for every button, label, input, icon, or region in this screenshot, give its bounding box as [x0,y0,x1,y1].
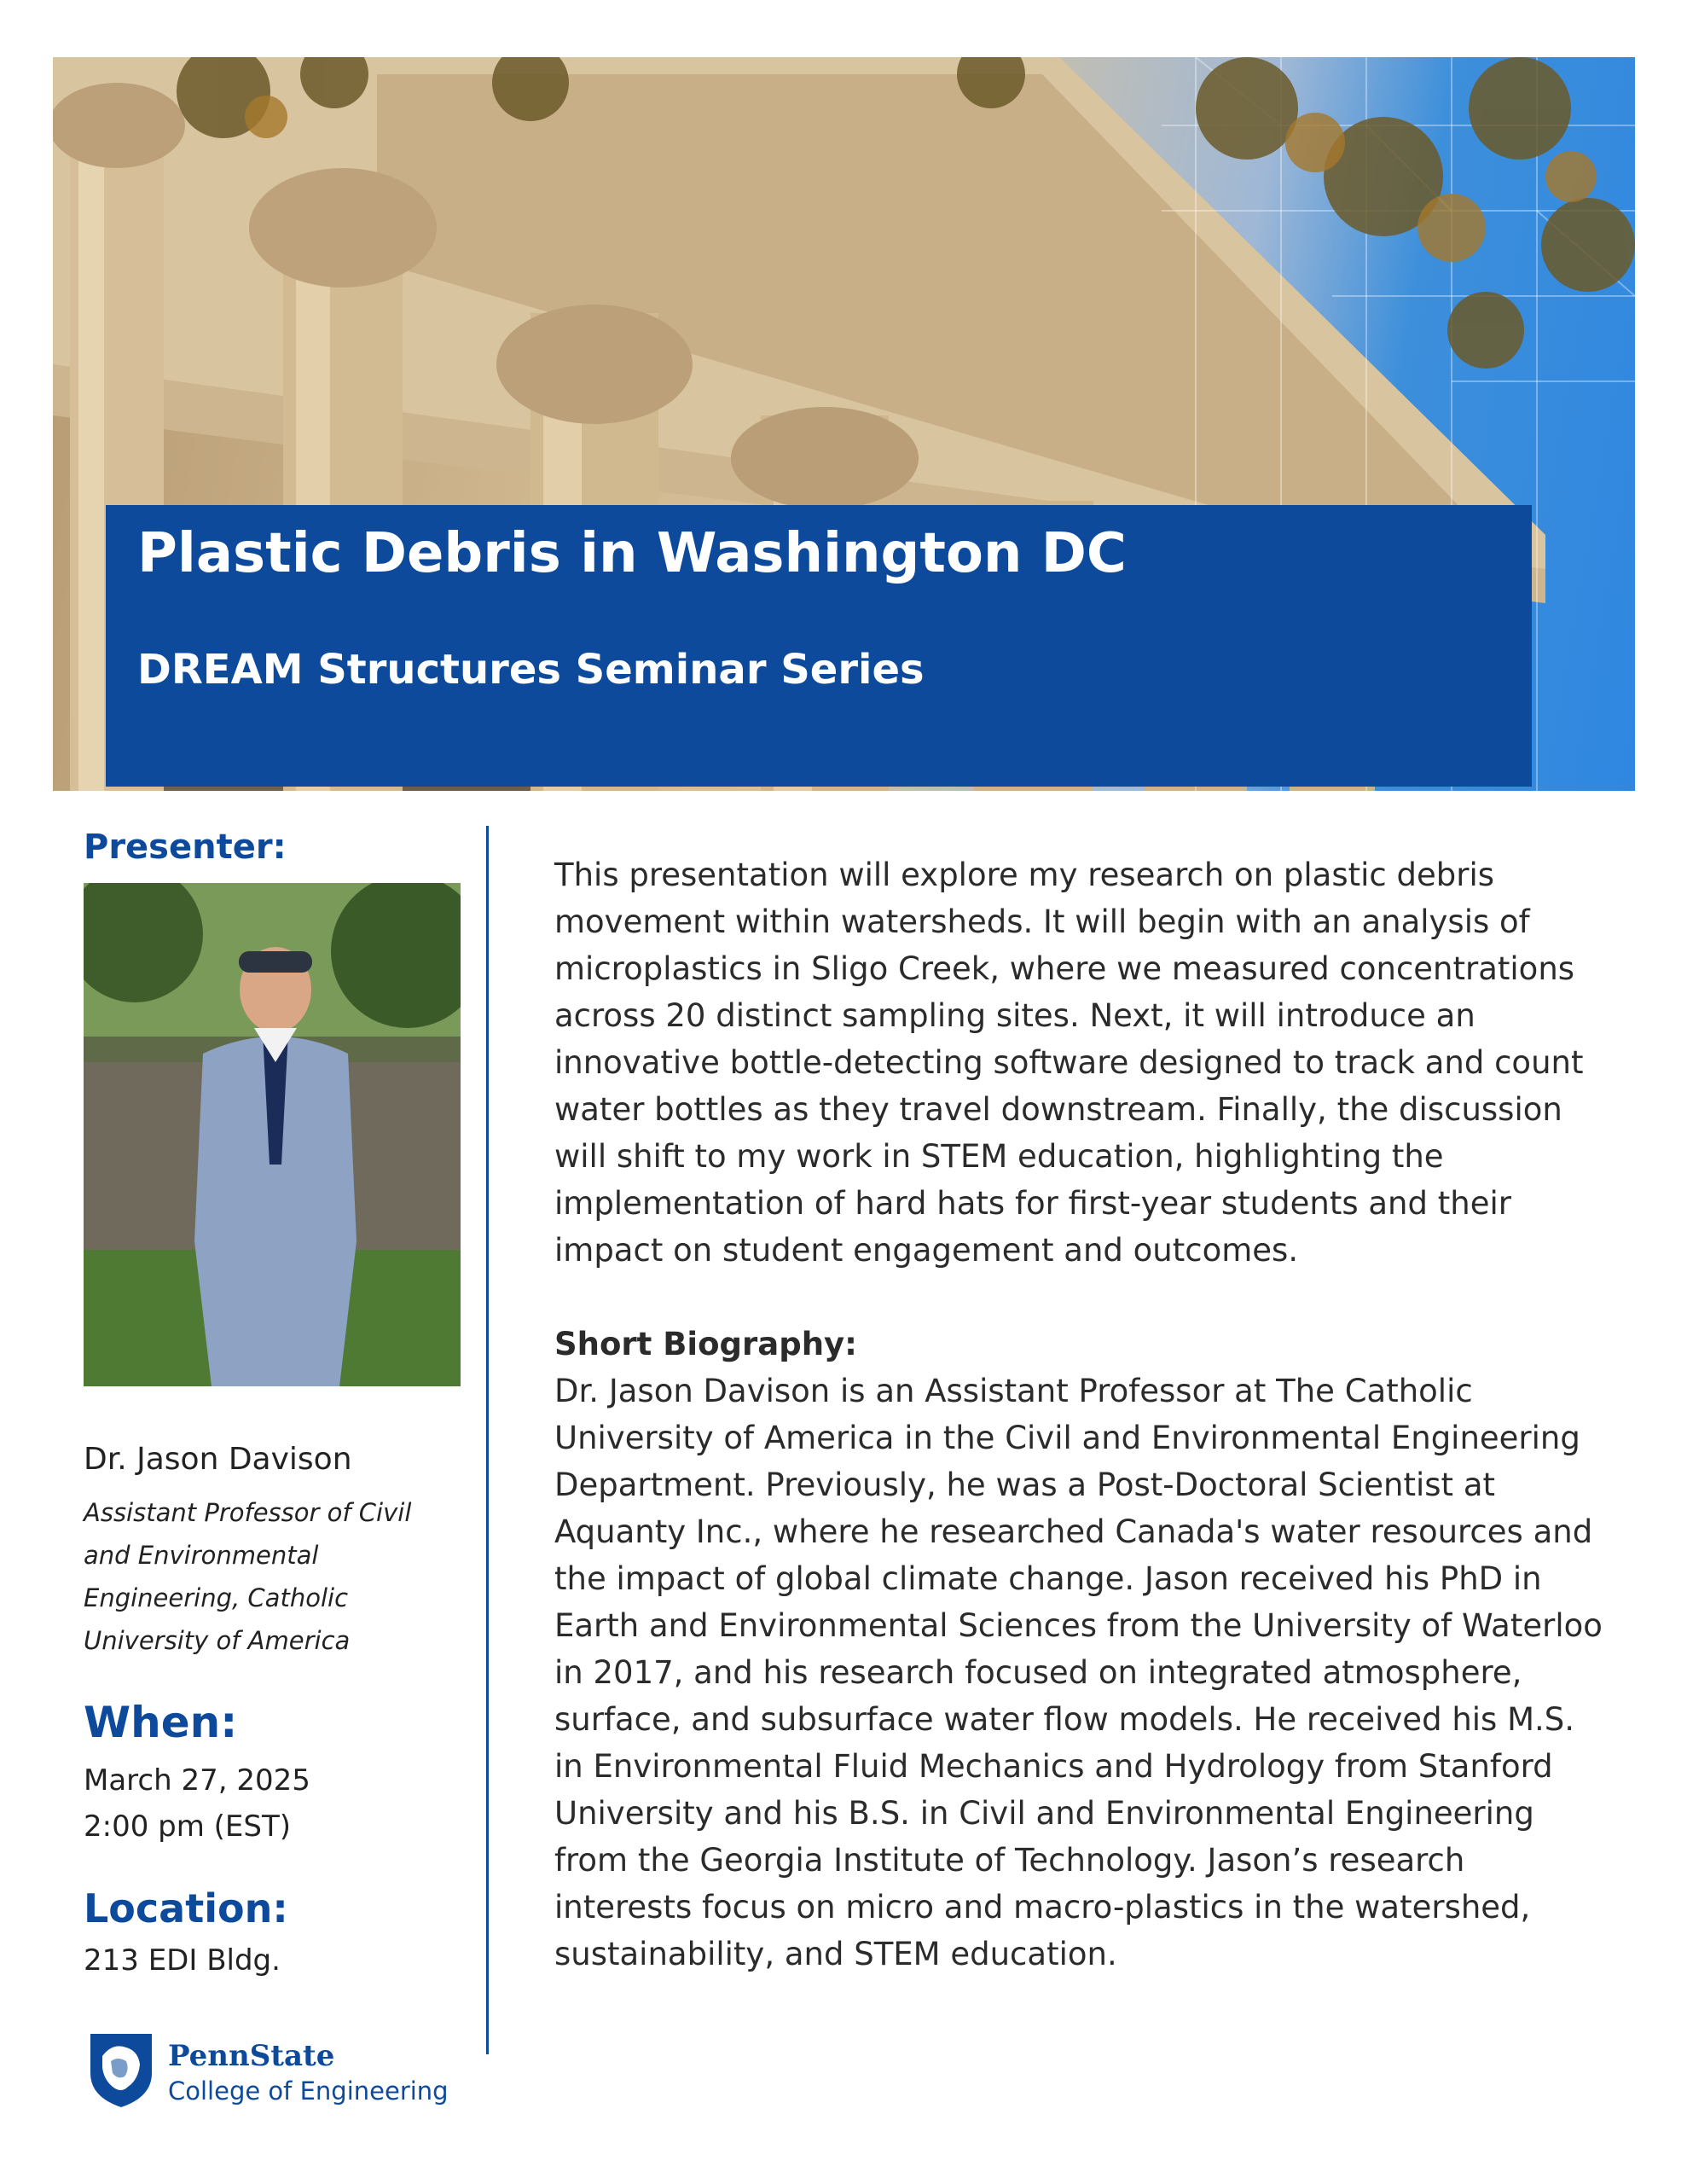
pennstate-logo [87,2030,449,2116]
when-heading: When: [84,1698,238,1747]
nittany-lion-shield-icon [87,2030,155,2109]
when-details [84,1757,310,1850]
logo-university-name: PennState [168,2039,335,2073]
biography-text: Dr. Jason Davison is an Assistant Professor at The Catholic University of America in the Civil and Environmental Engineering Department. Previously, he was a Post-Doctoral Scientist at Aquanty Inc., where he researched Canada's water resources and the impact of global climate change. Jason received his PhD in Earth and Environmental Sciences from the University of Waterloo in 2017, and his research focused on integrated atmosphere, surface, and subsurface water flow models. He received his M.S. in Environmental Fluid Mechanics and Hydrology from Stanford University and his B.S. in Civil and Environmental Engineering from the Georgia Institute of Technology. Jason’s research interests focus on micro and macro-plastics in the watershed, sustainability, and STEM education. [554,1373,1603,1972]
right-column [554,851,1612,1978]
presenter-photo [84,883,461,1386]
column-divider [486,826,489,2054]
presenter-heading: Presenter: [84,828,287,867]
page-title: Plastic Debris in Washington DC [137,522,1127,585]
location-heading: Location: [84,1885,288,1931]
hero-banner [53,57,1635,791]
presenter-name: Dr. Jason Davison [84,1442,352,1477]
left-column [84,828,467,2106]
presenter-photo-image [84,883,461,1386]
event-location: 213 EDI Bldg. [84,1943,281,1978]
event-date: March 27, 2025 [84,1763,310,1798]
abstract-text: This presentation will explore my research on plastic debris movement within watersheds. It will begin with an analysis of microplastics in Sligo Creek, where we measured concentrations across 20 distinct sampling sites. Next, it will introduce an innovative bottle-detecting software designed to track and count water bottles as they travel downstream. Finally, the discussion will shift to my work in STEM education, highlighting the implementation of hard hats for first-year students and their impact on student engagement and outcomes. [554,857,1584,1269]
logo-college-name: College of Engineering [168,2077,449,2106]
title-box [106,505,1532,787]
presenter-affiliation: Assistant Professor of Civil and Environmental Engineering, Catholic University of America [84,1498,412,1655]
event-time: 2:00 pm (EST) [84,1809,292,1844]
biography-heading: Short Biography: [554,1326,857,1362]
seminar-series-subtitle: DREAM Structures Seminar Series [137,646,925,694]
